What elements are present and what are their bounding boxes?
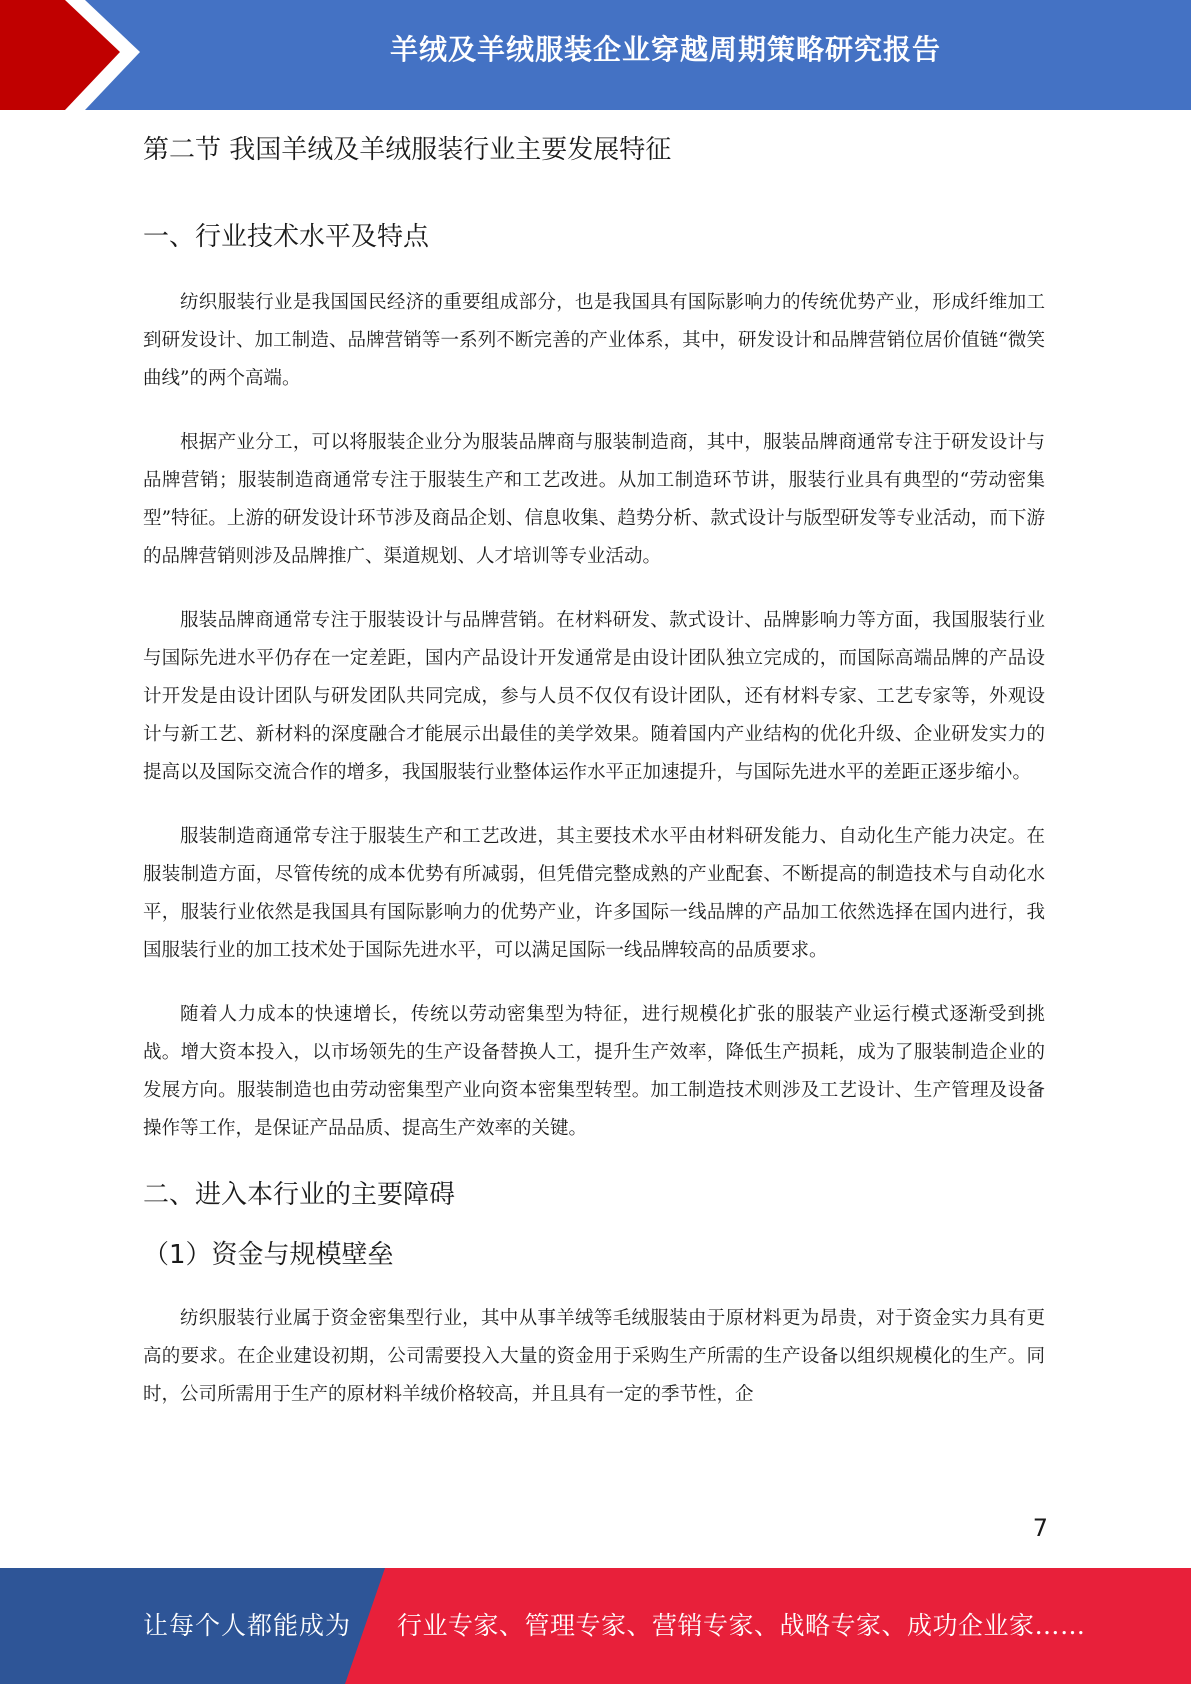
footer-slogan-left: 让每个人都能成为 — [143, 1611, 352, 1640]
header-banner — [0, 0, 1191, 110]
section-title: 第二节 我国羊绒及羊绒服装行业主要发展特征 — [143, 135, 672, 165]
part2-heading: 二、进入本行业的主要障碍 — [143, 1180, 456, 1210]
part2-subheading: （1）资金与规模壁垒 — [143, 1240, 394, 1270]
paragraph: 随着人力成本的快速增长，传统以劳动密集型为特征，进行规模化扩张的服装产业运行模式逐渐受到挑战。增大资本投入，以市场领先的生产设备替换人工，提升生产效率，降低生产损耗，成为了服装制造企业的发展方向。服装制造也由劳动密集型产业向资本密集型转型。加工制造技术则涉及工艺设计、生产管理及设备操作等工作，是保证产品品质、提高生产效率的关键。 — [143, 1004, 1045, 1139]
main-content — [143, 128, 1045, 1440]
paragraph: 纺织服装行业是我国国民经济的重要组成部分，也是我国具有国际影响力的传统优势产业，形成纤维加工到研发设计、加工制造、品牌营销等一系列不断完善的产业体系，其中，研发设计和品牌营销位居价值链“微笑曲线”的两个高端。 — [143, 292, 1045, 389]
paragraph: 服装品牌商通常专注于服装设计与品牌营销。在材料研发、款式设计、品牌影响力等方面，我国服装行业与国际先进水平仍存在一定差距，国内产品设计开发通常是由设计团队独立完成的，而国际高端品牌的产品设计开发是由设计团队与研发团队共同完成，参与人员不仅仅有设计团队，还有材料专家、工艺专家等，外观设计与新工艺、新材料的深度融合才能展示出最佳的美学效果。随着国内产业结构的优化升级、企业研发实力的提高以及国际交流合作的增多，我国服装行业整体运作水平正加速提升，与国际先进水平的差距正逐步缩小。 — [143, 610, 1045, 783]
paragraph: 纺织服装行业属于资金密集型行业，其中从事羊绒等毛绒服装由于原材料更为昂贵，对于资金实力具有更高的要求。在企业建设初期，公司需要投入大量的资金用于采购生产所需的生产设备以组织规模化的生产。同时，公司所需用于生产的原材料羊绒价格较高，并且具有一定的季节性，企 — [143, 1308, 1045, 1405]
footer-banner — [0, 1568, 1191, 1684]
report-title: 羊绒及羊绒服装企业穿越周期策略研究报告 — [389, 33, 941, 66]
part1-heading: 一、行业技术水平及特点 — [143, 222, 430, 252]
footer-slogan-right: 行业专家、管理专家、营销专家、战略专家、成功企业家…… — [397, 1611, 1086, 1640]
paragraph: 服装制造商通常专注于服装生产和工艺改进，其主要技术水平由材料研发能力、自动化生产能力决定。在服装制造方面，尽管传统的成本优势有所减弱，但凭借完整成熟的产业配套、不断提高的制造技术与自动化水平，服装行业依然是我国具有国际影响力的优势产业，许多国际一线品牌的产品加工依然选择在国内进行，我国服装行业的加工技术处于国际先进水平，可以满足国际一线品牌较高的品质要求。 — [143, 826, 1045, 961]
page-number: 7 — [1032, 1514, 1048, 1542]
paragraph: 根据产业分工，可以将服装企业分为服装品牌商与服装制造商，其中，服装品牌商通常专注于研发设计与品牌营销；服装制造商通常专注于服装生产和工艺改进。从加工制造环节讲，服装行业具有典型的“劳动密集型”特征。上游的研发设计环节涉及商品企划、信息收集、趋势分析、款式设计与版型研发等专业活动，而下游的品牌营销则涉及品牌推广、渠道规划、人才培训等专业活动。 — [143, 432, 1045, 567]
chevron-arrow-icon — [0, 0, 160, 110]
